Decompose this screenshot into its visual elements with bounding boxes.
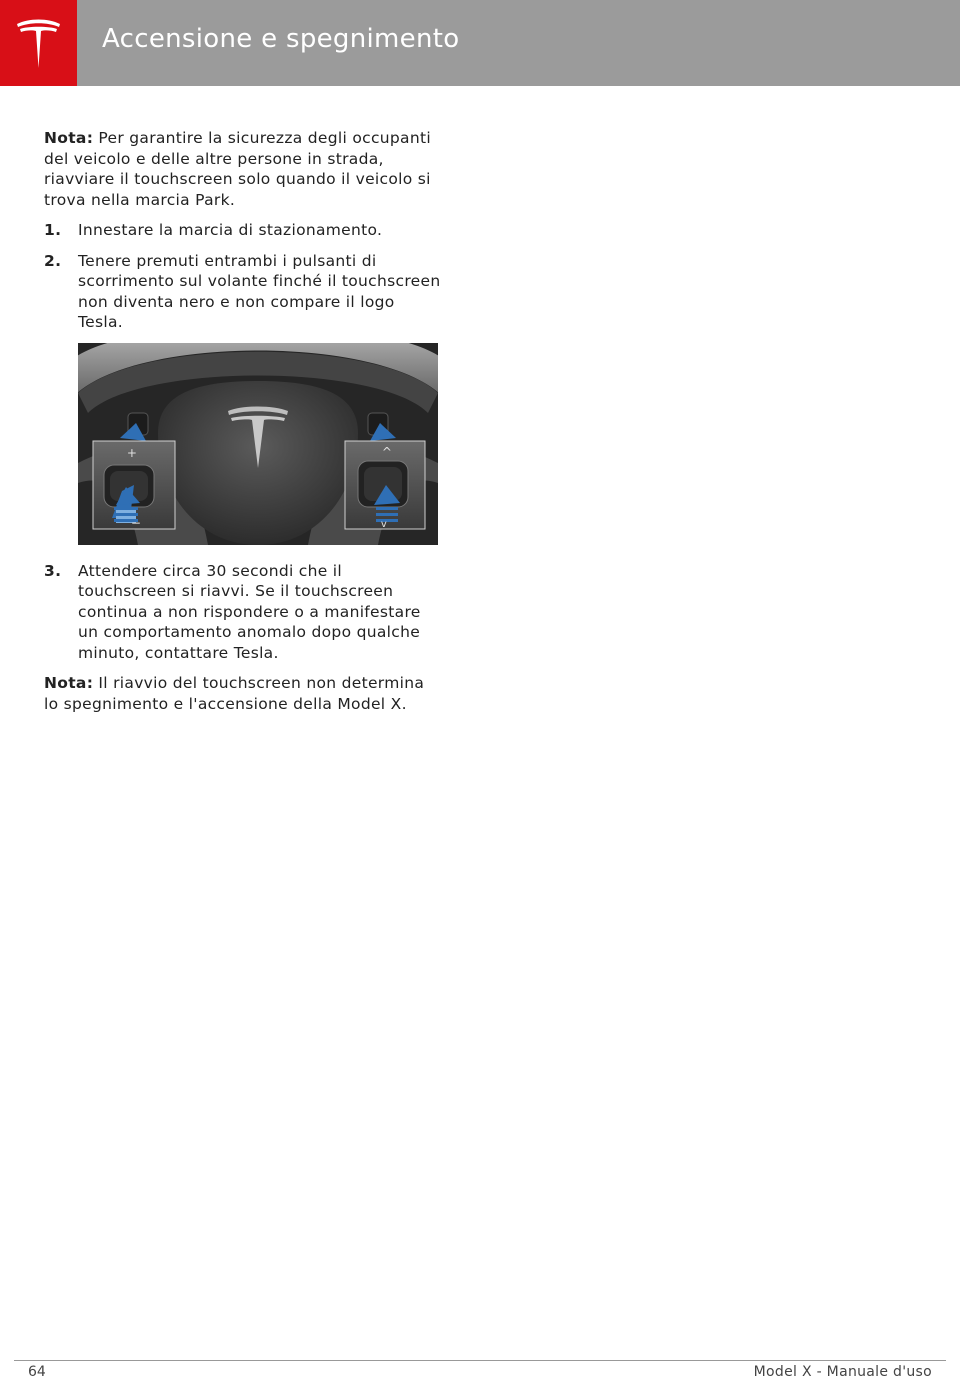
footer-doc-title: Model X - Manuale d'uso <box>753 1364 932 1380</box>
step-item <box>44 251 442 333</box>
note-restart <box>44 673 442 714</box>
step-text: Attendere circa 30 secondi che il touchscreen si riavvi. Se il touchscreen continua a non rispondere o a manifestare un comportamento anomalo dopo qualche minuto, contattare Tesla. <box>78 561 421 662</box>
right-up-label: ^ <box>381 444 393 459</box>
tesla-logo-icon <box>15 18 62 70</box>
footer-divider <box>14 1360 946 1361</box>
page-header <box>0 0 960 86</box>
steps-list-continued <box>44 561 442 664</box>
steering-wheel-illustration <box>78 343 438 545</box>
step-item <box>44 220 442 241</box>
step-number: 2. <box>44 251 62 270</box>
note-text: Per garantire la sicurezza degli occupanti del veicolo e delle altre persone in strada, riavviare il touchscreen solo quando il veicolo si trova nella marcia Park. <box>44 129 431 209</box>
left-plus-label: + <box>126 445 138 460</box>
left-minus-label: − <box>130 515 142 530</box>
tesla-logo <box>0 0 77 86</box>
note-label: Nota: <box>44 129 94 147</box>
right-down-label: v <box>380 518 388 530</box>
step-text: Tenere premuti entrambi i pulsanti di scorrimento sul volante finché il touchscreen non diventa nero e non compare il logo Tesla. <box>78 251 441 331</box>
step-item <box>44 561 442 664</box>
step-text: Innestare la marcia di stazionamento. <box>78 221 383 239</box>
note-safety <box>44 128 442 210</box>
note-label: Nota: <box>44 674 94 692</box>
main-content <box>44 128 442 714</box>
step-number: 3. <box>44 561 62 580</box>
note-text: Il riavvio del touchscreen non determina lo spegnimento e l'accensione della Model X. <box>44 674 425 713</box>
page-title: Accensione e spegnimento <box>102 24 460 54</box>
page-number: 64 <box>28 1364 46 1380</box>
steps-list <box>44 220 442 333</box>
step-number: 1. <box>44 221 62 239</box>
